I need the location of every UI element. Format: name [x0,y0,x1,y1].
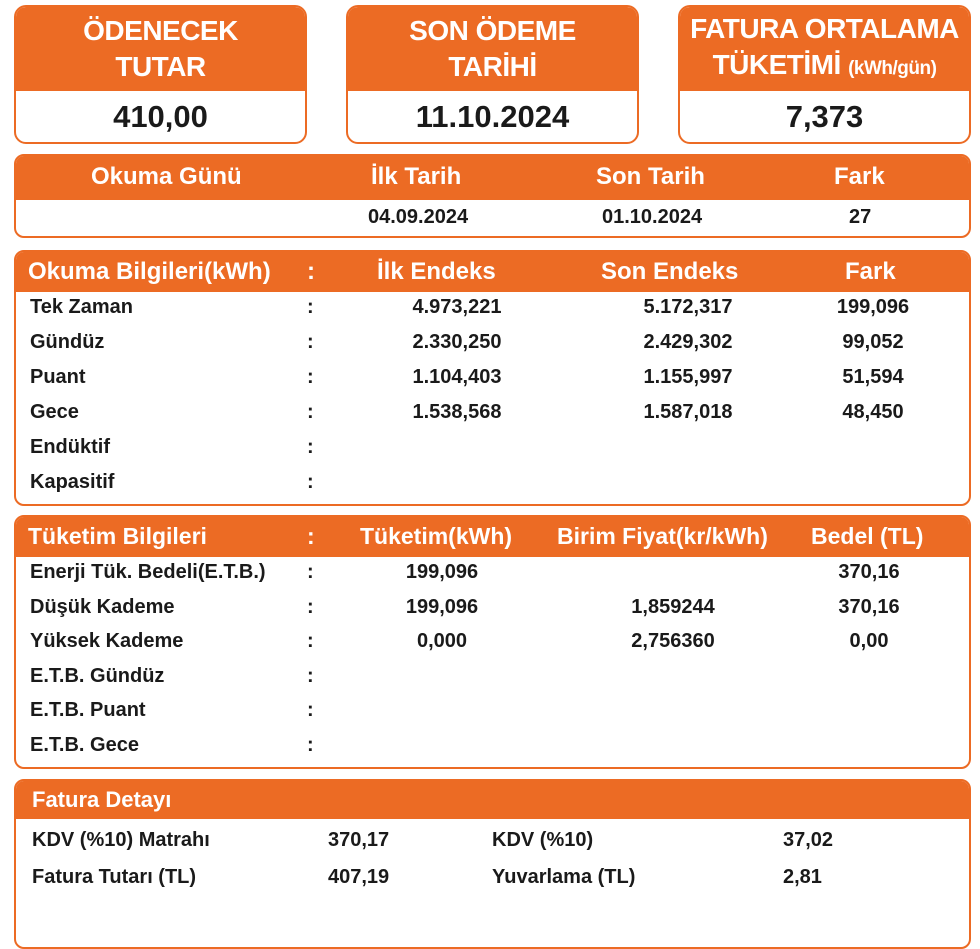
reading-row-diff: 48,450 [842,401,904,423]
invoice-row [16,829,969,863]
reading-day-title: Okuma Günü [91,163,242,190]
table-row [16,471,969,505]
consumption-row-cost: 370,16 [838,561,900,583]
reading-row-first: 1.538,568 [412,401,502,423]
reading-info-last-header: Son Endeks [601,258,739,285]
reading-row-colon: : [307,436,314,458]
avg-consumption-label-line1: FATURA ORTALAMA [690,13,959,44]
due-date-label-line1: SON ÖDEME [409,15,576,46]
invoice-detail-section [14,779,971,949]
consumption-row-label: E.T.B. Gündüz [30,664,165,687]
reading-day-last-value: 01.10.2024 [602,206,703,228]
reading-row-label: Gündüz [30,331,105,353]
reading-row-label: Kapasitif [30,471,115,493]
reading-row-diff: 51,594 [842,366,904,388]
table-row [16,436,969,470]
amount-card [14,5,307,144]
table-row [16,366,969,400]
table-row [16,331,969,365]
table-row [16,630,969,664]
consumption-row-label: E.T.B. Gece [30,734,139,756]
invoice-value-b: 2,81 [783,866,822,888]
reading-info-colon: : [307,258,315,285]
invoice-label-a: Fatura Tutarı (TL) [32,866,197,888]
invoice-value-a: 407,19 [328,866,390,888]
reading-info-title: Okuma Bilgileri(kWh) [28,258,271,285]
avg-consumption-card-header [680,7,969,91]
table-row [16,596,969,630]
reading-row-first: 4.973,221 [412,296,502,318]
consumption-row-consumption: 199,096 [405,595,479,618]
amount-card-header [16,7,305,91]
due-date-card-header [348,7,637,91]
reading-info-header [16,252,969,292]
reading-info-first-header: İlk Endeks [377,258,496,285]
invoice-detail-header [16,781,969,819]
avg-consumption-label-line2-wrap [713,47,937,87]
reading-row-colon: : [307,331,314,353]
consumption-row-unit-price: 1,859244 [631,595,715,618]
reading-row-colon: : [307,471,314,493]
consumption-row-colon: : [307,561,314,583]
reading-day-diff-header: Fark [834,163,885,190]
consumption-row-colon: : [307,664,314,687]
reading-day-first-value: 04.09.2024 [368,206,469,228]
consumption-info-colon: : [307,523,315,549]
amount-value: 410,00 [113,99,208,134]
reading-day-first-header: İlk Tarih [371,163,462,190]
cost-header: Bedel (TL) [811,523,924,549]
reading-day-last-header: Son Tarih [596,163,705,190]
reading-row-label: Gece [30,401,79,423]
table-row [16,401,969,435]
avg-consumption-unit: (kWh/gün) [848,58,937,79]
invoice-row [16,866,969,900]
reading-day-diff-value: 27 [849,206,872,228]
reading-row-diff: 199,096 [836,296,910,318]
consumption-row-label: E.T.B. Puant [30,699,146,722]
consumption-row-label: Enerji Tük. Bedeli(E.T.B.) [30,561,266,583]
reading-row-last: 2.429,302 [643,331,733,353]
table-row [16,665,969,699]
reading-row-diff: 99,052 [842,331,904,353]
invoice-label-a: KDV (%10) Matrahı [32,829,210,851]
invoice-label-b: Yuvarlama (TL) [492,866,636,888]
reading-row-first: 1.104,403 [412,366,502,388]
due-date-label-line2: TARİHİ [448,51,537,82]
table-row [16,734,969,768]
consumption-row-colon: : [307,595,314,618]
avg-consumption-card [678,5,971,144]
consumption-row-colon: : [307,699,314,722]
reading-row-first: 2.330,250 [412,331,502,353]
consumption-row-consumption: 0,000 [416,630,468,653]
reading-row-last: 5.172,317 [643,296,733,318]
invoice-label-b: KDV (%10) [492,829,594,851]
reading-day-section [14,154,971,238]
reading-row-colon: : [307,401,314,423]
unit-price-header: Birim Fiyat(kr/kWh) [557,523,768,549]
reading-row-last: 1.587,018 [643,401,733,423]
reading-day-header [16,156,969,200]
consumption-row-label: Yüksek Kademe [30,630,184,653]
consumption-header: Tüketim(kWh) [360,523,513,549]
avg-consumption-value: 7,373 [785,99,864,134]
consumption-row-consumption: 199,096 [405,561,479,583]
amount-label-line1: ÖDENECEK [83,15,238,46]
reading-info-diff-header: Fark [845,258,896,285]
amount-label-line2: TUTAR [115,51,206,82]
invoice-detail-title: Fatura Detayı [32,787,172,812]
consumption-row-cost: 0,00 [849,630,889,653]
consumption-info-section [14,515,971,769]
reading-info-section [14,250,971,506]
consumption-info-header [16,517,969,557]
table-row [16,699,969,733]
table-row [16,561,969,595]
due-date-value: 11.10.2024 [415,99,570,134]
invoice-value-b: 37,02 [783,829,834,851]
reading-row-colon: : [307,366,314,388]
reading-row-label: Tek Zaman [30,296,133,318]
due-date-card [346,5,639,144]
invoice-value-a: 370,17 [328,829,390,851]
avg-consumption-label-line2: TÜKETİMİ [712,49,841,80]
reading-row-last: 1.155,997 [643,366,733,388]
reading-row-label: Endüktif [30,436,110,458]
consumption-row-label: Düşük Kademe [30,595,175,618]
consumption-info-title: Tüketim Bilgileri [28,523,207,549]
consumption-row-cost: 370,16 [838,595,900,618]
consumption-row-colon: : [307,734,314,756]
reading-row-label: Puant [30,366,86,388]
reading-row-colon: : [307,296,314,318]
table-row [16,296,969,330]
consumption-row-colon: : [307,630,314,653]
consumption-row-unit-price: 2,756360 [631,630,715,653]
